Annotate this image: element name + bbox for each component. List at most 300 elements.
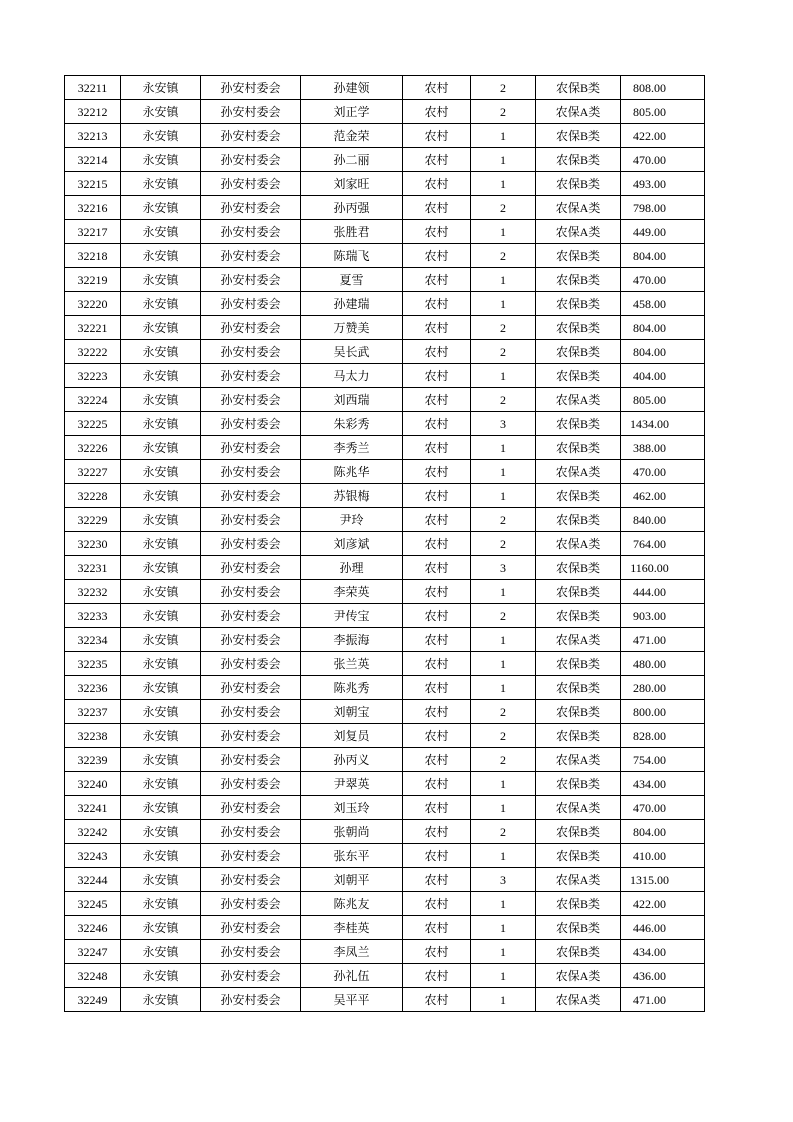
cell-id: 32245 [65, 892, 121, 916]
cell-insurance: 农保B类 [536, 292, 621, 316]
cell-count: 2 [471, 700, 536, 724]
cell-count: 3 [471, 412, 536, 436]
cell-insurance: 农保B类 [536, 268, 621, 292]
cell-village: 孙安村委会 [201, 988, 301, 1012]
cell-town: 永安镇 [121, 628, 201, 652]
cell-town: 永安镇 [121, 844, 201, 868]
cell-type: 农村 [403, 628, 471, 652]
cell-id: 32216 [65, 196, 121, 220]
cell-village: 孙安村委会 [201, 388, 301, 412]
cell-count: 1 [471, 172, 536, 196]
cell-amount: 470.00 [621, 796, 705, 820]
cell-count: 1 [471, 964, 536, 988]
cell-insurance: 农保B类 [536, 916, 621, 940]
cell-village: 孙安村委会 [201, 772, 301, 796]
cell-id: 32249 [65, 988, 121, 1012]
cell-insurance: 农保B类 [536, 676, 621, 700]
table-row [65, 724, 705, 748]
cell-type: 农村 [403, 796, 471, 820]
table-row [65, 892, 705, 916]
cell-type: 农村 [403, 340, 471, 364]
table-row [65, 388, 705, 412]
cell-insurance: 农保A类 [536, 532, 621, 556]
cell-type: 农村 [403, 940, 471, 964]
cell-id: 32212 [65, 100, 121, 124]
cell-amount: 462.00 [621, 484, 705, 508]
cell-insurance: 农保B类 [536, 724, 621, 748]
cell-name: 孙理 [301, 556, 403, 580]
cell-town: 永安镇 [121, 292, 201, 316]
cell-village: 孙安村委会 [201, 628, 301, 652]
cell-village: 孙安村委会 [201, 940, 301, 964]
cell-id: 32233 [65, 604, 121, 628]
cell-type: 农村 [403, 988, 471, 1012]
cell-town: 永安镇 [121, 412, 201, 436]
table-row [65, 100, 705, 124]
cell-id: 32211 [65, 76, 121, 100]
table-row [65, 196, 705, 220]
cell-name: 刘家旺 [301, 172, 403, 196]
cell-amount: 1434.00 [621, 412, 705, 436]
cell-village: 孙安村委会 [201, 556, 301, 580]
cell-amount: 404.00 [621, 364, 705, 388]
cell-village: 孙安村委会 [201, 76, 301, 100]
cell-name: 李桂英 [301, 916, 403, 940]
cell-village: 孙安村委会 [201, 148, 301, 172]
cell-name: 陈兆友 [301, 892, 403, 916]
cell-amount: 805.00 [621, 100, 705, 124]
cell-amount: 493.00 [621, 172, 705, 196]
cell-insurance: 农保A类 [536, 460, 621, 484]
table-row [65, 652, 705, 676]
cell-amount: 470.00 [621, 268, 705, 292]
cell-id: 32222 [65, 340, 121, 364]
cell-id: 32215 [65, 172, 121, 196]
cell-name: 孙建领 [301, 76, 403, 100]
cell-count: 2 [471, 244, 536, 268]
cell-name: 陈瑞飞 [301, 244, 403, 268]
cell-count: 3 [471, 868, 536, 892]
cell-id: 32243 [65, 844, 121, 868]
cell-amount: 804.00 [621, 316, 705, 340]
table-row [65, 220, 705, 244]
cell-amount: 410.00 [621, 844, 705, 868]
cell-id: 32246 [65, 916, 121, 940]
table-row [65, 148, 705, 172]
cell-name: 万赞美 [301, 316, 403, 340]
cell-insurance: 农保B类 [536, 604, 621, 628]
cell-type: 农村 [403, 580, 471, 604]
cell-town: 永安镇 [121, 196, 201, 220]
cell-type: 农村 [403, 868, 471, 892]
cell-village: 孙安村委会 [201, 484, 301, 508]
cell-id: 32230 [65, 532, 121, 556]
cell-amount: 754.00 [621, 748, 705, 772]
cell-insurance: 农保B类 [536, 244, 621, 268]
cell-count: 1 [471, 652, 536, 676]
cell-amount: 470.00 [621, 460, 705, 484]
cell-village: 孙安村委会 [201, 220, 301, 244]
cell-amount: 446.00 [621, 916, 705, 940]
cell-count: 1 [471, 580, 536, 604]
table-row [65, 604, 705, 628]
cell-type: 农村 [403, 844, 471, 868]
cell-insurance: 农保B类 [536, 844, 621, 868]
cell-id: 32242 [65, 820, 121, 844]
cell-id: 32238 [65, 724, 121, 748]
cell-town: 永安镇 [121, 796, 201, 820]
cell-amount: 434.00 [621, 940, 705, 964]
cell-count: 1 [471, 364, 536, 388]
table-row [65, 964, 705, 988]
cell-insurance: 农保B类 [536, 556, 621, 580]
cell-village: 孙安村委会 [201, 652, 301, 676]
cell-town: 永安镇 [121, 100, 201, 124]
cell-town: 永安镇 [121, 220, 201, 244]
cell-id: 32224 [65, 388, 121, 412]
cell-town: 永安镇 [121, 508, 201, 532]
cell-village: 孙安村委会 [201, 172, 301, 196]
cell-type: 农村 [403, 268, 471, 292]
cell-name: 孙丙强 [301, 196, 403, 220]
cell-id: 32241 [65, 796, 121, 820]
cell-type: 农村 [403, 964, 471, 988]
table-row [65, 844, 705, 868]
cell-town: 永安镇 [121, 988, 201, 1012]
table-row [65, 868, 705, 892]
cell-count: 1 [471, 436, 536, 460]
cell-amount: 764.00 [621, 532, 705, 556]
cell-count: 1 [471, 892, 536, 916]
cell-name: 李凤兰 [301, 940, 403, 964]
cell-type: 农村 [403, 148, 471, 172]
cell-village: 孙安村委会 [201, 124, 301, 148]
cell-type: 农村 [403, 532, 471, 556]
cell-village: 孙安村委会 [201, 580, 301, 604]
cell-amount: 903.00 [621, 604, 705, 628]
cell-id: 32235 [65, 652, 121, 676]
cell-insurance: 农保B类 [536, 76, 621, 100]
table-row [65, 412, 705, 436]
cell-insurance: 农保B类 [536, 340, 621, 364]
cell-name: 陈兆秀 [301, 676, 403, 700]
table-row [65, 580, 705, 604]
cell-id: 32232 [65, 580, 121, 604]
cell-count: 2 [471, 604, 536, 628]
cell-insurance: 农保A类 [536, 748, 621, 772]
cell-type: 农村 [403, 412, 471, 436]
cell-amount: 280.00 [621, 676, 705, 700]
table-row [65, 484, 705, 508]
table-body [65, 76, 705, 1012]
cell-amount: 804.00 [621, 820, 705, 844]
table-row [65, 76, 705, 100]
cell-name: 陈兆华 [301, 460, 403, 484]
cell-count: 2 [471, 76, 536, 100]
cell-count: 2 [471, 388, 536, 412]
cell-id: 32226 [65, 436, 121, 460]
cell-village: 孙安村委会 [201, 316, 301, 340]
cell-village: 孙安村委会 [201, 724, 301, 748]
cell-amount: 444.00 [621, 580, 705, 604]
cell-type: 农村 [403, 484, 471, 508]
cell-name: 张兰英 [301, 652, 403, 676]
cell-id: 32248 [65, 964, 121, 988]
cell-id: 32219 [65, 268, 121, 292]
cell-town: 永安镇 [121, 892, 201, 916]
cell-name: 刘复员 [301, 724, 403, 748]
cell-type: 农村 [403, 892, 471, 916]
table-row [65, 748, 705, 772]
cell-town: 永安镇 [121, 580, 201, 604]
cell-name: 张东平 [301, 844, 403, 868]
cell-name: 孙二丽 [301, 148, 403, 172]
cell-town: 永安镇 [121, 364, 201, 388]
cell-id: 32220 [65, 292, 121, 316]
table-row [65, 820, 705, 844]
cell-insurance: 农保B类 [536, 700, 621, 724]
cell-count: 3 [471, 556, 536, 580]
cell-count: 1 [471, 460, 536, 484]
table-row [65, 172, 705, 196]
cell-type: 农村 [403, 316, 471, 340]
cell-insurance: 农保A类 [536, 628, 621, 652]
table-row [65, 436, 705, 460]
cell-name: 孙建瑞 [301, 292, 403, 316]
cell-insurance: 农保B类 [536, 172, 621, 196]
cell-insurance: 农保B类 [536, 580, 621, 604]
table-row [65, 772, 705, 796]
cell-name: 夏雪 [301, 268, 403, 292]
cell-type: 农村 [403, 820, 471, 844]
cell-type: 农村 [403, 100, 471, 124]
cell-town: 永安镇 [121, 556, 201, 580]
cell-id: 32234 [65, 628, 121, 652]
cell-town: 永安镇 [121, 652, 201, 676]
cell-village: 孙安村委会 [201, 796, 301, 820]
cell-amount: 422.00 [621, 892, 705, 916]
cell-insurance: 农保B类 [536, 772, 621, 796]
cell-amount: 470.00 [621, 148, 705, 172]
cell-town: 永安镇 [121, 268, 201, 292]
cell-type: 农村 [403, 244, 471, 268]
cell-village: 孙安村委会 [201, 916, 301, 940]
cell-village: 孙安村委会 [201, 892, 301, 916]
cell-village: 孙安村委会 [201, 340, 301, 364]
cell-count: 1 [471, 988, 536, 1012]
cell-name: 刘朝宝 [301, 700, 403, 724]
cell-type: 农村 [403, 172, 471, 196]
cell-village: 孙安村委会 [201, 676, 301, 700]
cell-town: 永安镇 [121, 532, 201, 556]
cell-amount: 449.00 [621, 220, 705, 244]
cell-type: 农村 [403, 460, 471, 484]
cell-type: 农村 [403, 700, 471, 724]
table-row [65, 364, 705, 388]
cell-count: 1 [471, 796, 536, 820]
cell-type: 农村 [403, 748, 471, 772]
cell-name: 马太力 [301, 364, 403, 388]
cell-amount: 805.00 [621, 388, 705, 412]
cell-count: 2 [471, 820, 536, 844]
cell-amount: 828.00 [621, 724, 705, 748]
table-row [65, 268, 705, 292]
cell-name: 李秀兰 [301, 436, 403, 460]
cell-village: 孙安村委会 [201, 844, 301, 868]
cell-count: 1 [471, 268, 536, 292]
cell-insurance: 农保A类 [536, 988, 621, 1012]
cell-id: 32239 [65, 748, 121, 772]
cell-town: 永安镇 [121, 868, 201, 892]
cell-count: 1 [471, 940, 536, 964]
cell-count: 2 [471, 340, 536, 364]
table-row [65, 532, 705, 556]
cell-town: 永安镇 [121, 604, 201, 628]
cell-town: 永安镇 [121, 148, 201, 172]
table-row [65, 556, 705, 580]
cell-town: 永安镇 [121, 340, 201, 364]
cell-id: 32244 [65, 868, 121, 892]
cell-town: 永安镇 [121, 772, 201, 796]
cell-count: 1 [471, 220, 536, 244]
cell-id: 32213 [65, 124, 121, 148]
table-row [65, 244, 705, 268]
cell-insurance: 农保B类 [536, 820, 621, 844]
cell-village: 孙安村委会 [201, 508, 301, 532]
cell-name: 刘西瑞 [301, 388, 403, 412]
cell-type: 农村 [403, 772, 471, 796]
cell-count: 2 [471, 532, 536, 556]
cell-insurance: 农保B类 [536, 316, 621, 340]
cell-town: 永安镇 [121, 700, 201, 724]
cell-id: 32217 [65, 220, 121, 244]
cell-village: 孙安村委会 [201, 820, 301, 844]
table-row [65, 292, 705, 316]
cell-insurance: 农保A类 [536, 868, 621, 892]
cell-town: 永安镇 [121, 484, 201, 508]
cell-insurance: 农保A类 [536, 964, 621, 988]
cell-type: 农村 [403, 220, 471, 244]
cell-name: 尹传宝 [301, 604, 403, 628]
cell-type: 农村 [403, 76, 471, 100]
cell-amount: 840.00 [621, 508, 705, 532]
cell-town: 永安镇 [121, 76, 201, 100]
cell-count: 2 [471, 100, 536, 124]
cell-name: 孙丙义 [301, 748, 403, 772]
cell-insurance: 农保B类 [536, 412, 621, 436]
cell-type: 农村 [403, 436, 471, 460]
table-row [65, 676, 705, 700]
cell-name: 张胜君 [301, 220, 403, 244]
cell-town: 永安镇 [121, 316, 201, 340]
cell-type: 农村 [403, 916, 471, 940]
cell-town: 永安镇 [121, 724, 201, 748]
cell-type: 农村 [403, 604, 471, 628]
cell-village: 孙安村委会 [201, 364, 301, 388]
cell-town: 永安镇 [121, 124, 201, 148]
cell-count: 1 [471, 916, 536, 940]
cell-type: 农村 [403, 196, 471, 220]
table-row [65, 988, 705, 1012]
cell-town: 永安镇 [121, 916, 201, 940]
cell-id: 32218 [65, 244, 121, 268]
table-row [65, 460, 705, 484]
cell-village: 孙安村委会 [201, 196, 301, 220]
cell-insurance: 农保B类 [536, 940, 621, 964]
cell-count: 1 [471, 628, 536, 652]
cell-id: 32228 [65, 484, 121, 508]
cell-amount: 436.00 [621, 964, 705, 988]
cell-insurance: 农保B类 [536, 364, 621, 388]
cell-village: 孙安村委会 [201, 412, 301, 436]
table-row [65, 508, 705, 532]
table-row [65, 316, 705, 340]
cell-insurance: 农保B类 [536, 892, 621, 916]
cell-name: 尹翠英 [301, 772, 403, 796]
cell-town: 永安镇 [121, 820, 201, 844]
cell-village: 孙安村委会 [201, 268, 301, 292]
table-row [65, 940, 705, 964]
cell-town: 永安镇 [121, 172, 201, 196]
cell-amount: 798.00 [621, 196, 705, 220]
cell-id: 32223 [65, 364, 121, 388]
cell-village: 孙安村委会 [201, 604, 301, 628]
cell-count: 1 [471, 772, 536, 796]
cell-amount: 1160.00 [621, 556, 705, 580]
cell-name: 尹玲 [301, 508, 403, 532]
cell-name: 苏银梅 [301, 484, 403, 508]
cell-id: 32237 [65, 700, 121, 724]
beneficiary-table [64, 75, 705, 1012]
cell-id: 32229 [65, 508, 121, 532]
cell-name: 刘朝平 [301, 868, 403, 892]
cell-amount: 388.00 [621, 436, 705, 460]
cell-amount: 422.00 [621, 124, 705, 148]
cell-village: 孙安村委会 [201, 700, 301, 724]
cell-name: 朱彩秀 [301, 412, 403, 436]
table-row [65, 628, 705, 652]
cell-name: 李振海 [301, 628, 403, 652]
cell-town: 永安镇 [121, 676, 201, 700]
cell-name: 刘玉玲 [301, 796, 403, 820]
cell-name: 范金荣 [301, 124, 403, 148]
table-row [65, 340, 705, 364]
cell-type: 农村 [403, 652, 471, 676]
cell-type: 农村 [403, 556, 471, 580]
cell-count: 1 [471, 124, 536, 148]
cell-amount: 471.00 [621, 988, 705, 1012]
cell-type: 农村 [403, 508, 471, 532]
cell-village: 孙安村委会 [201, 292, 301, 316]
cell-name: 吴长武 [301, 340, 403, 364]
table-row [65, 916, 705, 940]
cell-id: 32240 [65, 772, 121, 796]
cell-village: 孙安村委会 [201, 244, 301, 268]
cell-amount: 800.00 [621, 700, 705, 724]
cell-insurance: 农保B类 [536, 508, 621, 532]
cell-town: 永安镇 [121, 940, 201, 964]
cell-insurance: 农保B类 [536, 124, 621, 148]
cell-town: 永安镇 [121, 244, 201, 268]
cell-count: 1 [471, 484, 536, 508]
table-row [65, 124, 705, 148]
cell-count: 2 [471, 508, 536, 532]
cell-count: 2 [471, 748, 536, 772]
cell-type: 农村 [403, 292, 471, 316]
cell-id: 32214 [65, 148, 121, 172]
cell-amount: 804.00 [621, 244, 705, 268]
cell-amount: 804.00 [621, 340, 705, 364]
